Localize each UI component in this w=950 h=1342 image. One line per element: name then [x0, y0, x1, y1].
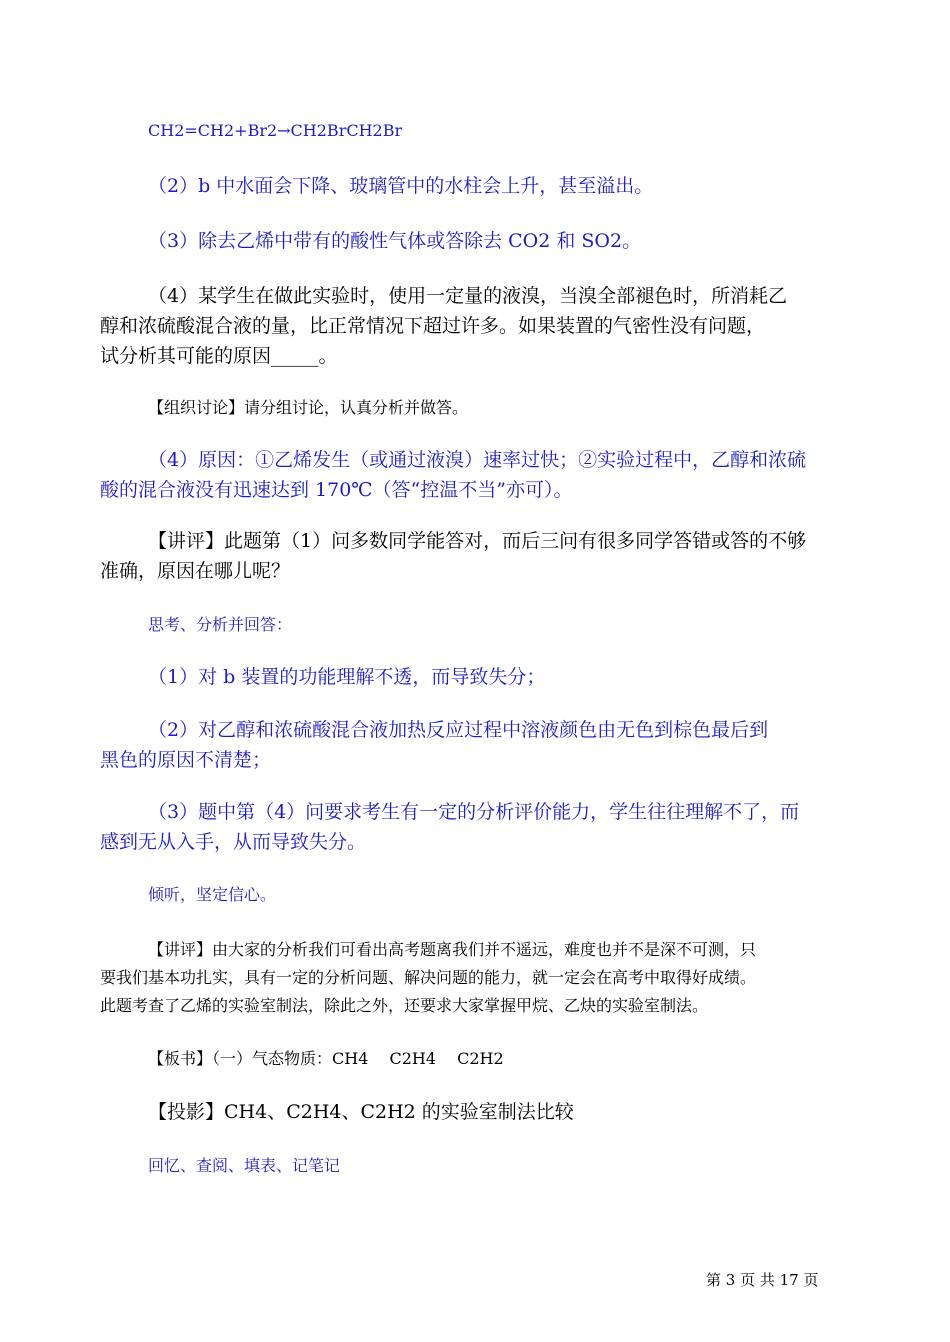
question-4-line-1: （4）某学生在做此实验时，使用一定量的液溴，当溴全部褪色时，所消耗乙 — [148, 285, 788, 307]
reaction-equation: CH2=CH2+Br2→CH2BrCH2Br — [148, 121, 403, 140]
projection-note: 【投影】CH4、C2H4、C2H2 的实验室制法比较 — [148, 1101, 574, 1123]
commentary-2-line-3: 此题考查了乙烯的实验室制法，除此之外，还要求大家掌握甲烷、乙炔的实验室制法。 — [100, 996, 709, 1015]
student-activity-think: 思考、分析并回答： — [148, 615, 293, 634]
answer-4-line-1: （4）原因：①乙烯发生（或通过液溴）速率过快；②实验过程中，乙醇和浓硫 — [148, 449, 807, 471]
reason-1: （1）对 b 装置的功能理解不透，而导致失分； — [148, 666, 546, 688]
blackboard-note: 【板书】（一）气态物质：CH4 C2H4 C2H2 — [148, 1049, 504, 1068]
answer-4-line-2: 酸的混合液没有迅速达到 170℃（答“控温不当”亦可）。 — [100, 479, 573, 501]
reason-3-line-2: 感到无从入手，从而导致失分。 — [100, 831, 367, 853]
answer-3: （3）除去乙烯中带有的酸性气体或答除去 CO2 和 SO2。 — [148, 230, 642, 252]
answer-2: （2）b 中水面会下降、玻璃管中的水柱会上升，甚至溢出。 — [148, 175, 654, 197]
question-4-line-3: 试分析其可能的原因_____。 — [100, 345, 338, 367]
student-activity-review: 回忆、查阅、填表、记笔记 — [148, 1156, 341, 1175]
reason-2-line-2: 黑色的原因不清楚； — [100, 749, 272, 771]
page-number: 第 3 页 共 17 页 — [706, 1271, 819, 1289]
student-activity-listen: 倾听，坚定信心。 — [148, 885, 277, 904]
commentary-2-line-1: 【讲评】由大家的分析我们可看出高考题离我们并不遥远，难度也并不是深不可测，只 — [148, 940, 757, 959]
reason-3-line-1: （3）题中第（4）问要求考生有一定的分析评价能力，学生往往理解不了，而 — [148, 801, 800, 823]
commentary-1-line-2: 准确，原因在哪儿呢？ — [100, 560, 291, 582]
question-4-line-2: 醇和浓硫酸混合液的量，比正常情况下超过许多。如果装置的气密性没有问题， — [100, 315, 766, 337]
commentary-2-line-2: 要我们基本功扎实，具有一定的分析问题、解决问题的能力，就一定会在高考中取得好成绩。 — [100, 968, 757, 987]
reason-2-line-1: （2）对乙醇和浓硫酸混合液加热反应过程中溶液颜色由无色到棕色最后到 — [148, 719, 769, 741]
discussion-prompt: 【组织讨论】请分组讨论，认真分析并做答。 — [148, 398, 469, 417]
commentary-1-line-1: 【讲评】此题第（1）问多数同学能答对，而后三问有很多同学答错或答的不够 — [148, 530, 807, 552]
